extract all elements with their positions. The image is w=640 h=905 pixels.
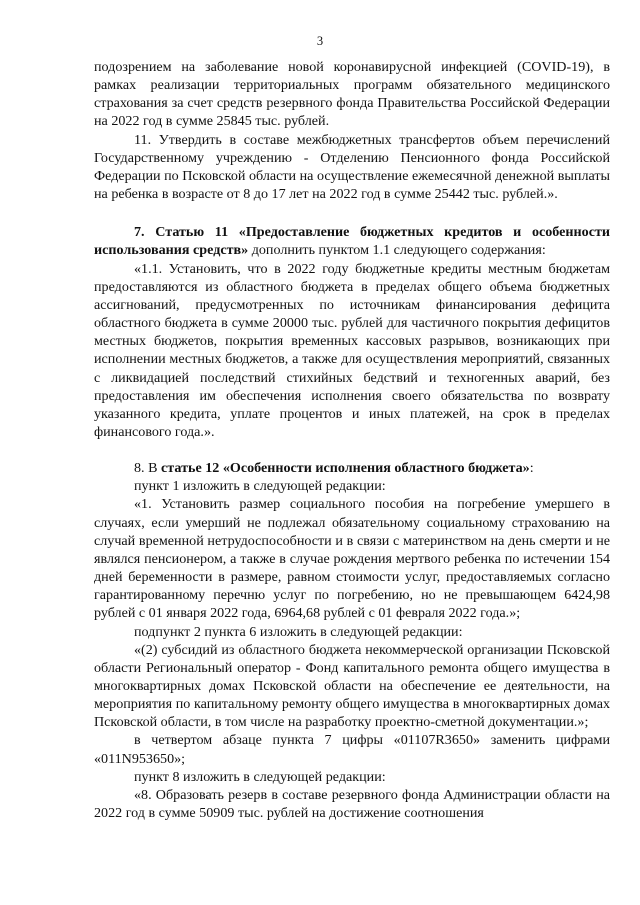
paragraph-subpoint-2-text: «(2) субсидий из областного бюджета некоммерческой организации Псковской области Региональный оператор - Фонд капитального ремонта общего имущества в многоквартирных домах Псковской области на обеспечение ее деятельности, на мероприятия по капитальному ремонту общего имущества в многоквартирных домах Псковской области, в том числе на разработку проектно-сметной документации.»; bbox=[94, 641, 610, 731]
paragraph-point-1-intro: пункт 1 изложить в следующей редакции: bbox=[134, 478, 386, 495]
paragraph-clause-1-1: «1.1. Установить, что в 2022 году бюджетные кредиты местным бюджетам предоставляются из областного бюджета в пределах общего объема бюджетных ассигнований, предусмотренных по источникам финансирования дефицита областного бюджета в сумме 20000 тыс. рублей для частичного покрытия дефицитов местных бюджетов, покрытия временных кассовых разрывов, возникающих при исполнении местных бюджетов, а также для осуществления мероприятий, связанных с ликвидацией последствий стихийных бедствий и техногенных аварий, без предоставления им обеспечения исполнения своего обязательства по возврату указанного кредита, уплате процентов и иных платежей, на срок в пределах финансового года.». bbox=[94, 260, 610, 440]
paragraph-amendment-8 bbox=[94, 459, 610, 477]
amendment-7-heading: 7. Статью 11 «Предоставление бюджетных кредитов и особенности использования средств» bbox=[94, 224, 610, 259]
paragraph-amendment-7 bbox=[94, 223, 610, 259]
amendment-8-heading: статье 12 «Особенности исполнения областного бюджета» bbox=[161, 460, 530, 477]
page-number: 3 bbox=[316, 34, 324, 48]
paragraph-subpoint-2-intro: подпункт 2 пункта 6 изложить в следующей редакции: bbox=[134, 623, 463, 640]
paragraph-item-11: 11. Утвердить в составе межбюджетных трансфертов объем перечислений Государственному учреждению - Отделению Пенсионного фонда Российской Федерации по Псковской области на осуществление ежемесячной денежной выплаты на ребенка в возрасте от 8 до 17 лет на 2022 год в сумме 25442 тыс. рублей.». bbox=[94, 131, 610, 203]
paragraph-point-1-text: «1. Установить размер социального пособия на погребение умершего в случаях, если умерший не подлежал обязательному социальному страхованию на случай временной нетрудоспособности и в связи с материнством на день смерти и не являлся пенсионером, а также в случае рождения мертвого ребенка по истечении 154 дней беременности в размере, равном стоимости услуг, предоставляемых согласно гарантированному перечню услуг по погребению, но не превышающем 6424,98 рублей с 01 января 2022 года, 6964,68 рублей с 01 февраля 2022 года.»; bbox=[94, 496, 610, 622]
amendment-7-text: дополнить пунктом 1.1 следующего содержания: bbox=[248, 242, 546, 259]
paragraph-continuation: подозрением на заболевание новой коронавирусной инфекцией (COVID-19), в рамках реализации территориальных программ обязательного медицинского страхования за счет средств резервного фонда Правительства Российской Федерации на 2022 год в сумме 25845 тыс. рублей. bbox=[94, 59, 610, 130]
document-body bbox=[94, 58, 610, 822]
paragraph-point-8-text: «8. Образовать резерв в составе резервного фонда Администрации области на 2022 год в сумме 50909 тыс. рублей на достижение соотношения bbox=[94, 786, 610, 822]
paragraph-point-8-intro: пункт 8 изложить в следующей редакции: bbox=[134, 768, 386, 785]
amendment-8-suffix: : bbox=[529, 460, 534, 477]
paragraph-point-7-change: в четвертом абзаце пункта 7 цифры «01107R3650» заменить цифрами «011N953650»; bbox=[94, 732, 610, 767]
amendment-8-prefix: 8. В bbox=[134, 460, 162, 477]
